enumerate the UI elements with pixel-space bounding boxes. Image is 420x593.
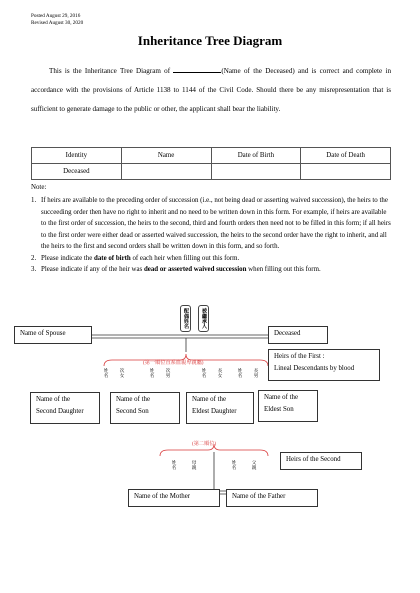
page-title: Inheritance Tree Diagram bbox=[137, 33, 283, 48]
spouse-name-box[interactable]: Name of Spouse bbox=[14, 326, 92, 344]
note-number: 2. bbox=[31, 254, 37, 262]
box-line-1: Name of the bbox=[36, 396, 71, 403]
box-line-2: Eldest Son bbox=[264, 406, 294, 413]
child-rel-cn: 長男 bbox=[254, 368, 259, 378]
child-name-cn: 姓名 bbox=[104, 368, 109, 378]
note-text-pre: Please indicate if any of the heir was bbox=[41, 266, 144, 273]
note-text: If heirs are available to the preceding order of succession (i.e., not being dead or asserting waived succession), the heirs to the succeeding order then have no right to inherit and no need to be written down in this form. For example, if heirs are available to the first order of succession, the heirs to the second, third and fourth orders then need not to be filled in this form; if all heirs to the first order were either dead or asserted waived succession, the heirs to the second order have the right to inherit, and all the heirs to the first and second orders shall be written down in this form, and so forth. bbox=[41, 197, 391, 250]
first-order-cn-label: (第一順位直系血親卑親屬) bbox=[143, 360, 204, 366]
eldest-daughter-box[interactable] bbox=[186, 392, 254, 424]
second-daughter-box[interactable] bbox=[30, 392, 100, 424]
heirs-first-line-2: Lineal Descendants by blood bbox=[274, 365, 355, 372]
box-line-2: Eldest Daughter bbox=[192, 408, 237, 415]
note-text-post: of each heir when filling out this form. bbox=[130, 254, 240, 262]
posted-date: Posted August 29, 2016 bbox=[31, 13, 81, 19]
header-date-of-death: Date of Death bbox=[301, 148, 391, 164]
deceased-cn-label: 被繼承人 bbox=[198, 305, 209, 332]
heirs-second-order-box: Heirs of the Second bbox=[280, 452, 362, 470]
child-rel-cn: 次女 bbox=[120, 368, 125, 378]
child-rel-cn: 長女 bbox=[218, 368, 223, 378]
intro-text-2: (Name of the Deceased) and is correct and complete in accordance with the provisions of Article 1138 to 1144 of the Civil Code. Should there be any misrepresentation that is sufficient to generate damage to the public or other, the applicant shall bear the liability. bbox=[31, 67, 391, 113]
revised-date: Revised August 30, 2020 bbox=[31, 20, 84, 26]
second-order-cn-label: (第二順位) bbox=[192, 441, 217, 447]
note-text-post: when filling out this form. bbox=[246, 266, 321, 273]
box-line-1: Name of the bbox=[192, 396, 227, 403]
heirs-first-line-1: Heirs of the First : bbox=[274, 353, 325, 360]
parent-rel-cn: 母親 bbox=[192, 460, 197, 470]
note-text-bold: date of birth bbox=[94, 254, 131, 262]
header-name: Name bbox=[121, 148, 211, 164]
box-line-2: Second Son bbox=[116, 408, 149, 415]
deceased-box[interactable]: Deceased bbox=[268, 326, 328, 344]
parent-name-cn: 姓名 bbox=[172, 460, 177, 470]
box-line-1: Name of the bbox=[264, 394, 299, 401]
note-number: 3. bbox=[31, 266, 37, 273]
eldest-son-box[interactable] bbox=[258, 390, 318, 422]
cell-identity: Deceased bbox=[32, 164, 122, 180]
note-text-bold: dead or asserted waived succession bbox=[143, 266, 247, 273]
note-number: 1. bbox=[31, 197, 37, 204]
child-name-cn: 姓名 bbox=[238, 368, 243, 378]
parent-rel-cn: 父親 bbox=[252, 460, 257, 470]
child-name-cn: 姓名 bbox=[202, 368, 207, 378]
box-line-2: Second Daughter bbox=[36, 408, 84, 415]
intro-text-1: This is the Inheritance Tree Diagram of bbox=[49, 67, 171, 75]
note-label: Note: bbox=[31, 184, 47, 191]
mother-name-box[interactable]: Name of the Mother bbox=[128, 489, 220, 507]
heirs-first-order-box bbox=[268, 349, 380, 381]
header-date-of-birth: Date of Birth bbox=[211, 148, 301, 164]
header-identity: Identity bbox=[32, 148, 122, 164]
parent-name-cn: 姓名 bbox=[232, 460, 237, 470]
spouse-name-cn-label: 配偶姓名 bbox=[180, 305, 191, 332]
child-rel-cn: 次男 bbox=[166, 368, 171, 378]
note-text-pre: Please indicate the bbox=[41, 254, 94, 262]
box-line-1: Name of the bbox=[116, 396, 151, 403]
second-son-box[interactable] bbox=[110, 392, 180, 424]
child-name-cn: 姓名 bbox=[150, 368, 155, 378]
father-name-box[interactable]: Name of the Father bbox=[226, 489, 318, 507]
